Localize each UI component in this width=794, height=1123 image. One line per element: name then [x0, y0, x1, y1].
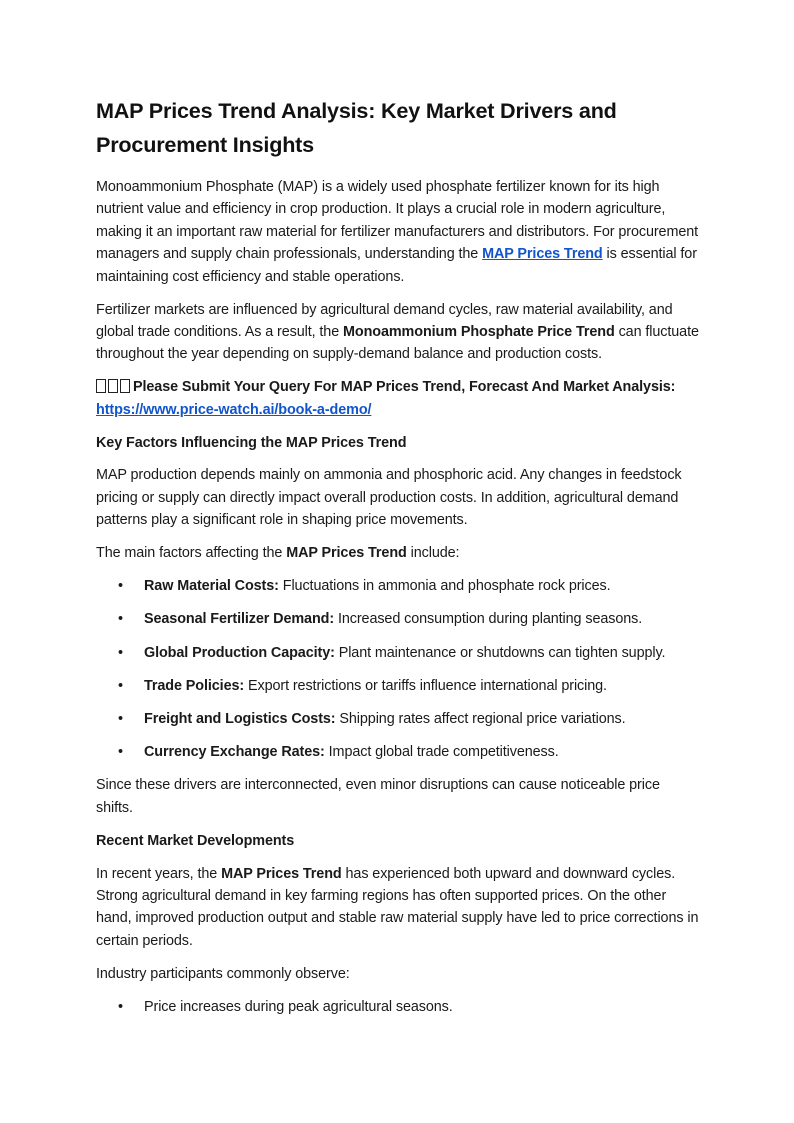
- factor-label: Seasonal Fertilizer Demand:: [144, 611, 335, 628]
- list-item: [96, 642, 700, 664]
- drivers-closing-paragraph: Since these drivers are interconnected, even minor disruptions can cause noticeable price shifts.: [96, 777, 660, 816]
- factor-text: Shipping rates affect regional price variations.: [335, 710, 626, 727]
- document-page: [96, 94, 700, 1029]
- intro-text-end: is essential for maintaining cost efficiency and stable operations.: [96, 246, 697, 285]
- para2-text-start: Fertilizer markets are influenced by agricultural demand cycles, raw material availability, and global trade conditions. As a result, the: [96, 301, 673, 340]
- page-title: MAP Prices Trend Analysis: Key Market Drivers and Procurement Insights: [96, 98, 617, 157]
- para2-text-end: can fluctuate throughout the year depending on supply-demand balance and production costs.: [96, 323, 699, 363]
- para2-bold-term: Monoammonium Phosphate Price Trend: [343, 323, 615, 340]
- section-heading-recent-developments: Recent Market Developments: [96, 832, 295, 849]
- list-item: [96, 675, 700, 697]
- factors-list: [96, 575, 700, 763]
- intro-text-start: Monoammonium Phosphate (MAP) is a widely used phosphate fertilizer known for its high nutrient value and efficiency in crop production. It plays a crucial role in modern agriculture, making it an important raw material for fertilizer manufacturers and distributors. For procurement managers and supply chain professionals, understanding the: [96, 179, 699, 263]
- bullet-icon: •: [118, 744, 123, 761]
- recent-bold-term: MAP Prices Trend: [221, 865, 342, 882]
- recent-text-end: has experienced both upward and downward cycles. Strong agricultural demand in key farming regions has often supported prices. On the other hand, improved production output and stable raw material supply have led to price corrections in certain periods.: [96, 865, 699, 949]
- observe-intro: Industry participants commonly observe:: [96, 965, 350, 982]
- factor-text: Increased consumption during planting seasons.: [334, 611, 643, 628]
- list-item: [96, 608, 700, 630]
- recent-developments-paragraph: [96, 863, 700, 953]
- list-item: [96, 741, 700, 763]
- bullet-icon: •: [118, 644, 123, 661]
- emoji-group: [96, 379, 132, 395]
- bullet-icon: •: [118, 710, 123, 727]
- recent-text-start: In recent years, the: [96, 865, 222, 882]
- factors-intro-start: The main factors affecting the: [96, 545, 287, 562]
- bullet-icon: •: [118, 998, 123, 1015]
- map-prices-trend-link[interactable]: MAP Prices Trend: [482, 246, 603, 263]
- production-paragraph: MAP production depends mainly on ammonia and phosphoric acid. Any changes in feedstock pricing or supply can directly impact overall production costs. In addition, agricultural demand patterns play a significant role in shaping price movements.: [96, 467, 682, 529]
- factors-intro: [96, 542, 700, 564]
- factor-text: Plant maintenance or shutdowns can tighten supply.: [334, 644, 666, 661]
- market-influence-paragraph: [96, 299, 700, 366]
- intro-paragraph: [96, 176, 700, 288]
- query-text: Please Submit Your Query For MAP Prices Trend, Forecast And Market Analysis:: [133, 379, 676, 396]
- factor-label: Currency Exchange Rates:: [144, 744, 325, 761]
- list-item: [96, 996, 700, 1018]
- bullet-icon: •: [118, 578, 123, 595]
- factors-intro-bold: MAP Prices Trend: [286, 545, 407, 562]
- factors-intro-end: include:: [406, 545, 460, 562]
- pointing-finger-icon: [108, 379, 118, 393]
- pointing-finger-icon: [96, 379, 106, 393]
- factor-label: Global Production Capacity:: [144, 644, 335, 661]
- book-demo-link[interactable]: https://www.price-watch.ai/book-a-demo/: [96, 401, 372, 418]
- factor-label: Raw Material Costs:: [144, 578, 279, 595]
- bullet-icon: •: [118, 677, 123, 694]
- factor-text: Fluctuations in ammonia and phosphate rock prices.: [278, 578, 611, 595]
- observation-text: Price increases during peak agricultural seasons.: [144, 998, 453, 1015]
- query-callout: [96, 376, 700, 421]
- pointing-finger-icon: [120, 379, 130, 393]
- factor-label: Trade Policies:: [144, 677, 245, 694]
- section-heading-key-factors: Key Factors Influencing the MAP Prices Trend: [96, 434, 407, 451]
- observations-list: [96, 996, 700, 1018]
- factor-text: Export restrictions or tariffs influence international pricing.: [244, 677, 607, 694]
- factor-text: Impact global trade competitiveness.: [324, 744, 559, 761]
- list-item: [96, 575, 700, 597]
- bullet-icon: •: [118, 611, 123, 628]
- factor-label: Freight and Logistics Costs:: [144, 710, 336, 727]
- list-item: [96, 708, 700, 730]
